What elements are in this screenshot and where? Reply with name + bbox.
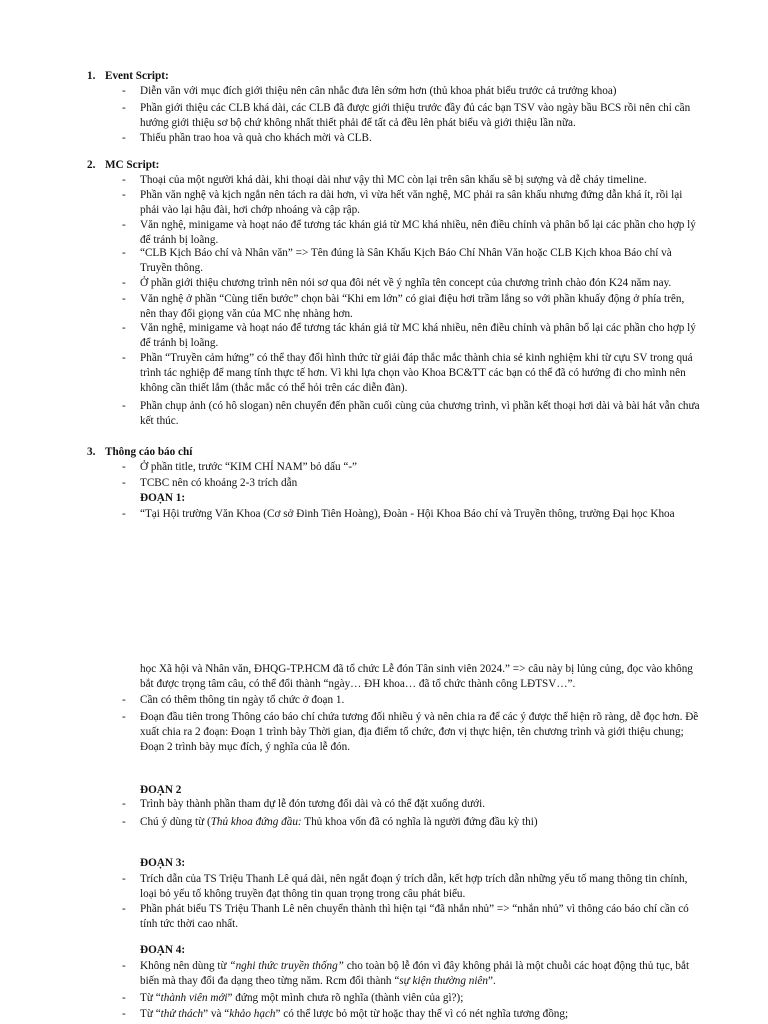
list-item-text: Văn nghệ ở phần “Cùng tiến bước” chọn bài “Khi em lớn” có giai điệu hơi trầm lắng so với phần khuấy động ở phía trên, nên thay đổi giọng văn của MC nhẹ nhàng hơn. (140, 293, 685, 320)
list-item: - Từ “thành viên mới” đứng một mình chưa rõ nghĩa (thành viên của gì?); (122, 991, 700, 1006)
list-item: - Đoạn đầu tiên trong Thông cáo báo chí chứa tương đối nhiều ý và nên chia ra để các ý được thể hiện rõ ràng, dễ đọc hơn. Đề xuất chia ra 2 đoạn: Đoạn 1 trình bày Thời gian, địa điểm tổ chức, đơn vị thực hiện, tên chương trình và giới thiệu chung; Đoạn 2 trình bày mục đích, ý nghĩa của lễ đón. (122, 711, 699, 753)
doan-1-label: ĐOẠN 1: (140, 492, 186, 504)
list-item-text: Ở phần title, trước “KIM CHỈ NAM” bỏ dấu “-” (140, 461, 358, 473)
list-item: - Phần chụp ảnh (có hô slogan) nên chuyển đến phần cuối cùng của chương trình, vì phần kết thoại hơi dài và bài hát vẫn chưa kết thúc. (122, 400, 700, 427)
list-item-text: Trích dẫn của TS Triệu Thanh Lê quá dài, nên ngắt đoạn ý trích dẫn, kết hợp trích dẫn những yếu tố mang thông tin chính, loại bỏ yếu tố không truyền đạt thông tin quan trọng trong câu phát biểu. (140, 873, 688, 900)
list-item: - Cần có thêm thông tin ngày tổ chức ở đoạn 1. (122, 693, 700, 708)
list-item-text: Thoại của một người khá dài, khi thoại dài như vậy thì MC còn lại trên sân khấu sẽ bị sượng và dễ cháy timeline. (140, 174, 647, 186)
list-item-text: Từ “thành viên mới” đứng một mình chưa rõ nghĩa (thành viên của gì?); (140, 992, 464, 1004)
section-number: 2. (87, 159, 96, 171)
list-item: - Phần “Truyền cảm hứng” có thể thay đổi hình thức từ giải đáp thắc mắc thành chia sẻ kinh nghiệm khi từ cựu SV trong quá trình tác nghiệp để mang tính thực tế hơn. Vì khi lựa chọn vào Khoa BC&TT các bạn có thể đã có hướng đi cho mình nên không cần thiết lắm (thắc mắc có thể hỏi trên các diễn đàn). (122, 351, 700, 396)
section-1-title (87, 69, 169, 84)
list-item-text: Phần “Truyền cảm hứng” có thể thay đổi hình thức từ giải đáp thắc mắc thành chia sẻ kinh nghiệm khi từ cựu SV trong quá trình tác nghiệp để mang tính thực tế hơn. Vì khi lựa chọn vào Khoa BC&TT các bạn có thể đã có hướng đi cho mình nên không cần thiết lắm (thắc mắc có thể hỏi trên các diễn đàn). (140, 352, 693, 394)
list-item: - Ở phần title, trước “KIM CHỈ NAM” bỏ dấu “-” (122, 460, 700, 475)
section-2-title (87, 158, 159, 173)
section-3-title (87, 445, 192, 460)
list-item: - Trình bày thành phần tham dự lễ đón tương đối dài và có thể đặt xuống dưới. (122, 797, 700, 812)
list-item: - Thiếu phần trao hoa và quà cho khách mời và CLB. (122, 131, 700, 146)
list-item-text: “Tại Hội trường Văn Khoa (Cơ sở Đinh Tiên Hoàng), Đoàn - Hội Khoa Báo chí và Truyền thông, trường Đại học Khoa (140, 508, 675, 520)
section-heading: Thông cáo báo chí (105, 446, 193, 458)
list-item-text: Cần có thêm thông tin ngày tổ chức ở đoạn 1. (140, 694, 345, 706)
list-item-text: Văn nghệ, minigame và hoạt náo để tương tác khán giả từ MC khá nhiều, nên điều chỉnh và phân bổ lại các phần cho hợp lý để tránh bị loãng. (140, 322, 696, 349)
section-number: 1. (87, 70, 96, 82)
list-item: - Văn nghệ, minigame và hoạt náo để tương tác khán giả từ MC khá nhiều, nên điều chỉnh và phân bổ lại các phần cho hợp lý để tránh bị loãng. (122, 218, 700, 248)
list-item: - Từ “thử thách” và “khảo hạch” có thể lược bỏ một từ hoặc thay thế vì có nét nghĩa tương đồng; (122, 1007, 700, 1022)
list-item-text: Từ “thử thách” và “khảo hạch” có thể lược bỏ một từ hoặc thay thế vì có nét nghĩa tương đồng; (140, 1008, 569, 1020)
list-item-text: Phần giới thiệu các CLB khá dài, các CLB đã được giới thiệu trước đầy đủ các bạn TSV vào ngày bầu BCS rồi nên chỉ cần hướng giới thiệu sơ bộ chứ không nhất thiết phải để tất cả đều lên phát biểu và giới thiệu lần nữa. (140, 102, 691, 129)
list-item-text: Thiếu phần trao hoa và quà cho khách mời và CLB. (140, 132, 372, 144)
list-item-text: TCBC nên có khoảng 2-3 trích dẫn (140, 477, 298, 489)
list-item-text: Phần văn nghệ và kịch ngắn nên tách ra dài hơn, vì vừa hết văn nghệ, MC phải ra sân khấu nhưng đứng dẫn khá ít, rồi lại phải vào lại hậu đài, hơi chớp nhoáng và cập rập. (140, 189, 683, 216)
doan-1-continuation: học Xã hội và Nhân văn, ĐHQG-TP.HCM đã tổ chức Lễ đón Tân sinh viên 2024.” => câu này bị lủng củng, đọc vào không bắt được trọng tâm câu, có thể đổi thành “ngày… ĐH khoa… đã tổ chức thành công LĐTSV…”. (140, 663, 693, 690)
list-item: - Phần phát biểu TS Triệu Thanh Lê nên chuyển thành thì hiện tại “đã nhắn nhủ” => “nhắn nhủ” vì thông cáo báo chí cần có tính tức thời cao nhất. (122, 902, 700, 932)
section-heading: Event Script: (105, 70, 169, 82)
list-item: - Trích dẫn của TS Triệu Thanh Lê quá dài, nên ngắt đoạn ý trích dẫn, kết hợp trích dẫn những yếu tố mang thông tin chính, loại bỏ yếu tố không truyền đạt thông tin quan trọng trong câu phát biểu. (122, 872, 700, 902)
list-item: - “CLB Kịch Báo chí và Nhân văn” => Tên đúng là Sân Khấu Kịch Báo Chí Nhân Văn hoặc CLB Kịch khoa Báo chí và Truyền thông. (122, 246, 700, 276)
list-item-text: Ở phần giới thiệu chương trình nên nói sơ qua đôi nét về ý nghĩa tên concept của chương trình chào đón K24 năm nay. (140, 277, 672, 289)
list-item: - Diễn văn với mục đích giới thiệu nên cân nhắc đưa lên sớm hơn (thủ khoa phát biểu trước cả trưởng khoa) (122, 84, 700, 99)
doan-2-label: ĐOẠN 2 (140, 784, 182, 796)
list-item-text: “CLB Kịch Báo chí và Nhân văn” => Tên đúng là Sân Khấu Kịch Báo Chí Nhân Văn hoặc CLB Kịch khoa Báo chí và Truyền thông. (140, 247, 672, 274)
list-item: - “Tại Hội trường Văn Khoa (Cơ sở Đinh Tiên Hoàng), Đoàn - Hội Khoa Báo chí và Truyền thông, trường Đại học Khoa (122, 507, 700, 522)
list-item-text: Chú ý dùng từ (Thủ khoa đứng đầu: Thủ khoa vốn đã có nghĩa là người đứng đầu kỳ thi) (140, 816, 538, 828)
doan-4-label: ĐOẠN 4: (140, 944, 186, 956)
list-item-text: Trình bày thành phần tham dự lễ đón tương đối dài và có thể đặt xuống dưới. (140, 798, 485, 810)
list-item: - Văn nghệ ở phần “Cùng tiến bước” chọn bài “Khi em lớn” có giai điệu hơi trầm lắng so với phần khuấy động ở phía trên, nên thay đổi giọng văn của MC nhẹ nhàng hơn. (122, 292, 700, 322)
doan-3-label: ĐOẠN 3: (140, 857, 186, 869)
list-item: - Văn nghệ, minigame và hoạt náo để tương tác khán giả từ MC khá nhiều, nên điều chỉnh và phân bổ lại các phần cho hợp lý để tránh bị loãng. (122, 321, 700, 351)
section-heading: MC Script: (105, 159, 160, 171)
list-item: - Phần văn nghệ và kịch ngắn nên tách ra dài hơn, vì vừa hết văn nghệ, MC phải ra sân khấu nhưng đứng dẫn khá ít, rồi lại phải vào lại hậu đài, hơi chớp nhoáng và cập rập. (122, 188, 700, 218)
list-item-text: Phần phát biểu TS Triệu Thanh Lê nên chuyển thành thì hiện tại “đã nhắn nhủ” => “nhắn nhủ” vì thông cáo báo chí cần có tính tức thời cao nhất. (140, 903, 689, 930)
section-number: 3. (87, 446, 96, 458)
list-item-text: Văn nghệ, minigame và hoạt náo để tương tác khán giả từ MC khá nhiều, nên điều chỉnh và phân bổ lại các phần cho hợp lý để tránh bị loãng. (140, 219, 696, 246)
list-item: - Ở phần giới thiệu chương trình nên nói sơ qua đôi nét về ý nghĩa tên concept của chương trình chào đón K24 năm nay. (122, 276, 700, 291)
list-item: - TCBC nên có khoảng 2-3 trích dẫn (122, 476, 700, 491)
list-item-text: Phần chụp ảnh (có hô slogan) nên chuyển đến phần cuối cùng của chương trình, vì phần kết thoại hơi dài và bài hát vẫn chưa kết thúc. (140, 400, 700, 427)
list-item-text: Không nên dùng từ “nghi thức truyền thống” cho toàn bộ lễ đón vì đây không phải là một chuỗi các hoạt động thủ tục, bắt biến mà thay đổi đa dạng theo từng năm. Rcm đổi thành “sự kiện thường niên”. (140, 960, 690, 987)
list-item: - Không nên dùng từ “nghi thức truyền thống” cho toàn bộ lễ đón vì đây không phải là một chuỗi các hoạt động thủ tục, bắt biến mà thay đổi đa dạng theo từng năm. Rcm đổi thành “sự kiện thường niên”. (122, 959, 700, 989)
list-item: - Chú ý dùng từ (Thủ khoa đứng đầu: Thủ khoa vốn đã có nghĩa là người đứng đầu kỳ thi) (122, 815, 700, 830)
list-item-text: Đoạn đầu tiên trong Thông cáo báo chí chứa tương đối nhiều ý và nên chia ra để các ý được thể hiện rõ ràng, dễ đọc hơn. Đề xuất chia ra 2 đoạn: Đoạn 1 trình bày Thời gian, địa điểm tổ chức, đơn vị thực hiện, tên chương trình và giới thiệu chung; Đoạn 2 trình bày mục đích, ý nghĩa của lễ đón. (140, 711, 699, 753)
list-item-text: Diễn văn với mục đích giới thiệu nên cân nhắc đưa lên sớm hơn (thủ khoa phát biểu trước cả trưởng khoa) (140, 85, 617, 97)
list-item: - Thoại của một người khá dài, khi thoại dài như vậy thì MC còn lại trên sân khấu sẽ bị sượng và dễ cháy timeline. (122, 173, 700, 188)
list-item: - Phần giới thiệu các CLB khá dài, các CLB đã được giới thiệu trước đầy đủ các bạn TSV vào ngày bầu BCS rồi nên chỉ cần hướng giới thiệu sơ bộ chứ không nhất thiết phải để tất cả đều lên phát biểu và giới thiệu lần nữa. (122, 101, 700, 131)
